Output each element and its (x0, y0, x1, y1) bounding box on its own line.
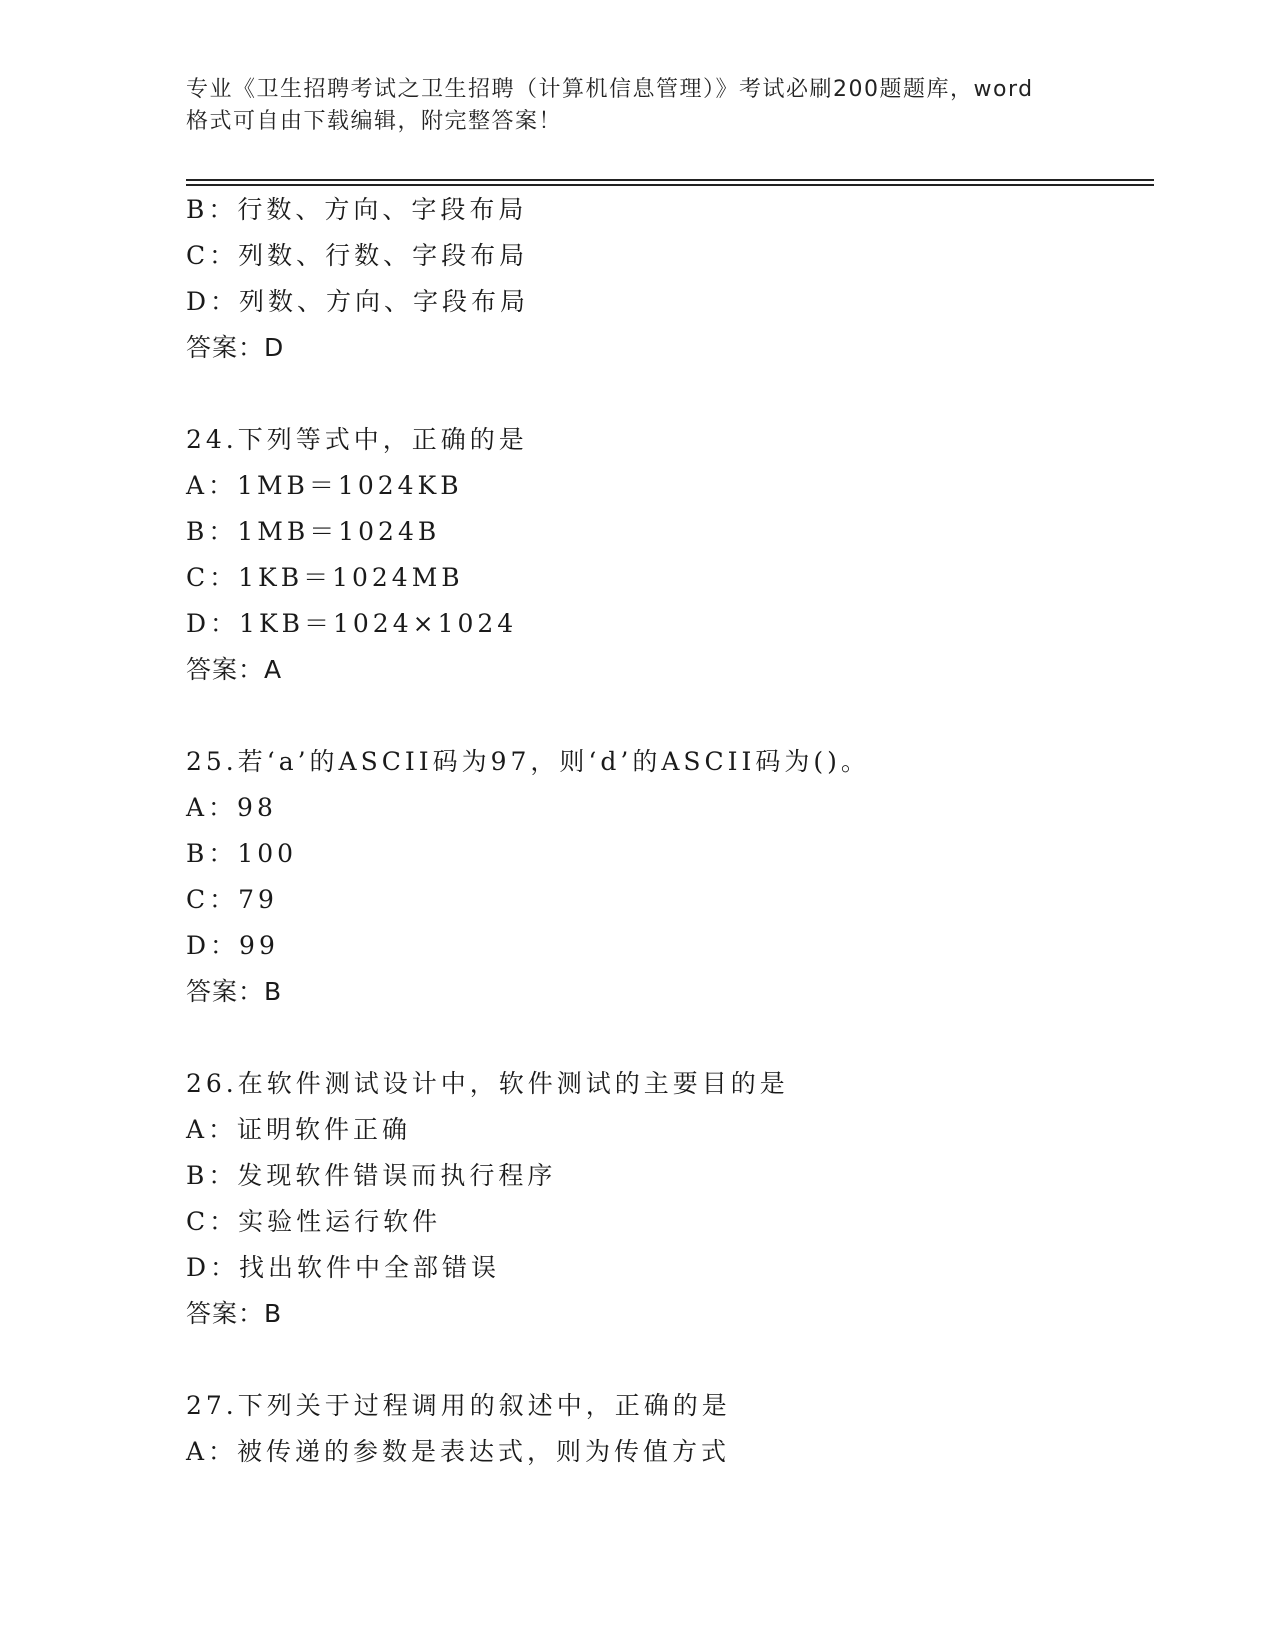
answer-line: 答案：A (186, 655, 283, 684)
answer-line: 答案：B (186, 1299, 283, 1328)
option-c: C：79 (186, 885, 278, 914)
option-a: A：1MB＝1024KB (186, 471, 463, 500)
option-a: A：证明软件正确 (186, 1115, 412, 1144)
answer-line: 答案：B (186, 977, 283, 1006)
question-26 (186, 1061, 1126, 1337)
option-c: C：1KB＝1024MB (186, 563, 464, 592)
question-stem: 27.下列关于过程调用的叙述中，正确的是 (186, 1391, 731, 1420)
header-divider-bottom (186, 184, 1154, 186)
option-b: B：行数、方向、字段布局 (186, 195, 528, 224)
question-24 (186, 417, 1126, 693)
option-c: C：列数、行数、字段布局 (186, 241, 529, 270)
option-d: D：找出软件中全部错误 (186, 1253, 501, 1282)
question-25 (186, 739, 1126, 1015)
option-b: B：发现软件错误而执行程序 (186, 1161, 557, 1190)
header-line-2: 格式可自由下载编辑，附完整答案！ (186, 109, 563, 134)
header-line-1: 专业《卫生招聘考试之卫生招聘（计算机信息管理）》考试必刷200题题库，word (186, 77, 1034, 102)
option-c: C：实验性运行软件 (186, 1207, 442, 1236)
question-23-continued (186, 187, 1126, 371)
question-stem: 26.在软件测试设计中，软件测试的主要目的是 (186, 1069, 789, 1098)
option-a: A：98 (186, 793, 277, 822)
option-d: D：1KB＝1024×1024 (186, 609, 518, 638)
option-b: B：100 (186, 839, 298, 868)
option-d: D：列数、方向、字段布局 (186, 287, 530, 316)
question-stem: 24.下列等式中，正确的是 (186, 425, 528, 454)
option-a: A：被传递的参数是表达式，则为传值方式 (186, 1437, 731, 1466)
question-stem: 25.若‘a’的ASCII码为97，则‘d’的ASCII码为()。 (186, 747, 870, 776)
document-header (186, 74, 1106, 138)
header-divider-top (186, 179, 1154, 181)
option-d: D：99 (186, 931, 279, 960)
question-27 (186, 1383, 1126, 1475)
answer-line: 答案：D (186, 333, 285, 362)
question-list (186, 187, 1126, 1475)
option-b: B：1MB＝1024B (186, 517, 441, 546)
